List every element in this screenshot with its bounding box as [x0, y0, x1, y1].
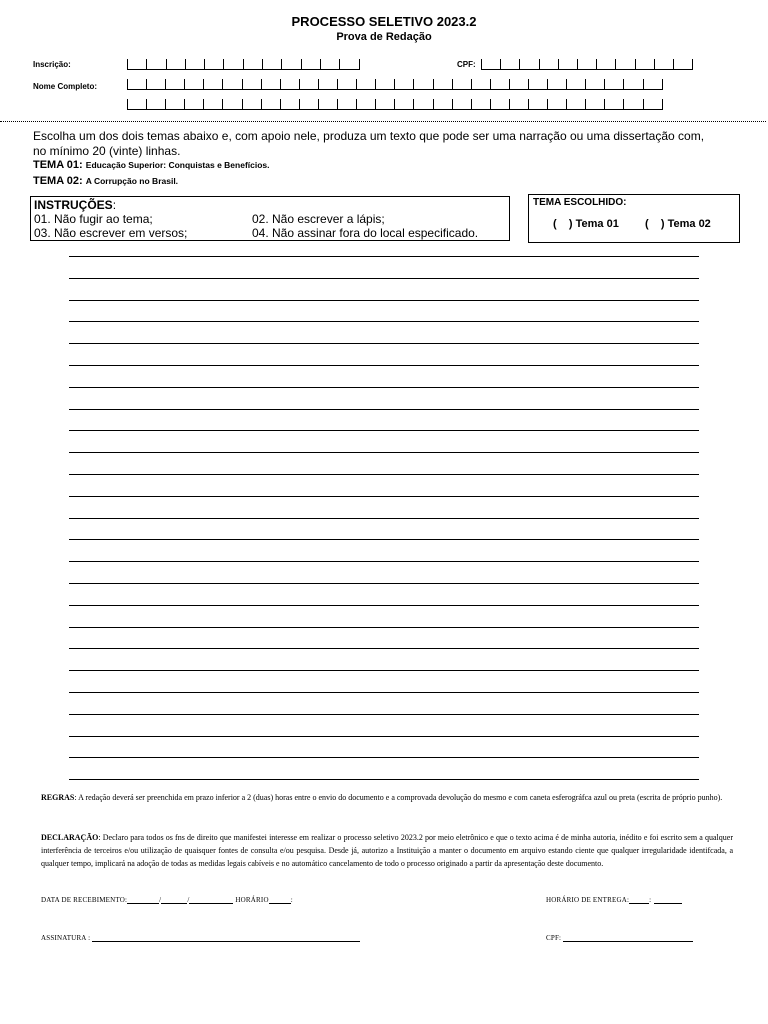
writing-line[interactable] [69, 670, 699, 671]
regras-label: REGRAS [41, 793, 75, 802]
tema-02-option: Tema 02 [667, 218, 711, 230]
char-box[interactable] [282, 59, 301, 70]
char-box[interactable] [262, 79, 281, 90]
char-box[interactable] [357, 99, 376, 110]
writing-line[interactable] [69, 496, 699, 497]
cpf-footer [546, 933, 693, 942]
cpf-label: CPF: [457, 60, 476, 69]
char-box[interactable] [186, 59, 205, 70]
char-box[interactable] [357, 79, 376, 90]
char-box[interactable] [674, 59, 693, 70]
char-box[interactable] [655, 59, 674, 70]
tema-02-checkbox[interactable]: ( ) [644, 218, 665, 230]
page-title: PROCESSO SELETIVO 2023.2 [291, 14, 477, 29]
char-box[interactable] [395, 79, 414, 90]
char-box[interactable] [548, 99, 567, 110]
char-box[interactable] [540, 59, 559, 70]
char-box[interactable] [434, 99, 453, 110]
char-box[interactable] [616, 59, 635, 70]
cpf-boxes[interactable] [481, 59, 693, 70]
writing-line[interactable] [69, 518, 699, 519]
char-box[interactable] [472, 99, 491, 110]
instrucoes-box: INSTRUÇÕES: 01. Não fugir ao tema; 02. Não escrever a lápis; 03. Não escrever em versos; 04. Não assinar fora do local especificado. [30, 196, 510, 241]
tema-01-option: Tema 01 [575, 218, 619, 230]
char-box[interactable] [491, 79, 510, 90]
char-box[interactable] [319, 99, 338, 110]
char-box[interactable] [185, 79, 204, 90]
char-box[interactable] [223, 99, 242, 110]
horario-entrega-min[interactable] [654, 895, 682, 904]
horario-entrega: HORÁRIO DE ENTREGA: : [546, 895, 682, 904]
char-box[interactable] [567, 99, 586, 110]
instrucao-item: 01. Não fugir ao tema; [34, 212, 153, 226]
char-box[interactable] [205, 59, 224, 70]
writing-line[interactable] [69, 300, 699, 301]
char-box[interactable] [128, 99, 147, 110]
char-box[interactable] [204, 79, 223, 90]
tema-01-text: Educação Superior: Conquistas e Benefícios. [85, 160, 270, 170]
char-box[interactable] [167, 59, 186, 70]
tema-escolhido-title: TEMA ESCOLHIDO: [533, 197, 627, 208]
writing-line[interactable] [69, 692, 699, 693]
instrucao-item: 04. Não assinar fora do local especificado. [252, 226, 479, 240]
char-box[interactable] [605, 79, 624, 90]
char-box[interactable] [338, 79, 357, 90]
instrucoes-title: INSTRUÇÕES [34, 198, 113, 212]
nome-boxes-row2[interactable] [127, 99, 663, 110]
char-box[interactable] [644, 79, 663, 90]
char-box[interactable] [414, 79, 433, 90]
tema-escolhido-box [528, 194, 740, 243]
char-box[interactable] [434, 79, 453, 90]
declaracao [41, 831, 733, 870]
tema-02-label: TEMA 02: [33, 175, 83, 187]
char-box[interactable] [376, 79, 395, 90]
char-box[interactable] [262, 99, 281, 110]
data-recebimento: DATA DE RECEBIMENTO: / / HORÁRIO : [41, 896, 293, 904]
writing-line[interactable] [69, 757, 699, 758]
char-box[interactable] [491, 99, 510, 110]
assinatura [41, 933, 360, 942]
tema-01 [33, 159, 270, 171]
char-box[interactable] [166, 79, 185, 90]
char-box[interactable] [319, 79, 338, 90]
char-box[interactable] [529, 79, 548, 90]
tema-01-checkbox[interactable]: ( ) [553, 218, 573, 230]
char-box[interactable] [529, 99, 548, 110]
char-box[interactable] [395, 99, 414, 110]
char-box[interactable] [624, 79, 643, 90]
char-box[interactable] [472, 79, 491, 90]
nome-boxes-row1[interactable] [127, 79, 663, 90]
char-box[interactable] [597, 59, 616, 70]
writing-line[interactable] [69, 343, 699, 344]
writing-line[interactable] [69, 583, 699, 584]
char-box[interactable] [302, 59, 321, 70]
char-box[interactable] [414, 99, 433, 110]
horario-entrega-label: HORÁRIO DE ENTREGA: [546, 896, 630, 904]
char-box[interactable] [636, 59, 655, 70]
char-box[interactable] [376, 99, 395, 110]
intro-text: Escolha um dos dois temas abaixo e, com apoio nele, produza um texto que pode ser uma narração ou uma dissertação com, no mínimo 20 (vinte) linhas. [33, 129, 705, 158]
horario-entrega-hora[interactable] [629, 895, 649, 904]
ano-field[interactable] [189, 895, 233, 904]
data-recebimento-label: DATA DE RECEBIMENTO: [41, 896, 128, 904]
char-box[interactable] [128, 59, 147, 70]
declaracao-text: : Declaro para todos os fns de direito que manifestei interesse em realizar o processo seletivo 2023.2 por meio eletrônico e que o texto acima é de minha autoria, inédito e foi escrito sem a qualquer interferência de terceiros e/ou utilização de quaisquer fontes de consulta e/ou pesquisa. Desde já, autorizo a Instituição a manter o documento em arquivo estando ciente que qualquer irregularidade identifcada, a qualquer tempo, implicará na adoção de todas as medidas legais cabíveis e no automático cancelamento de todo o processo originado a partir da apresentação deste documento. [41, 833, 733, 868]
writing-line[interactable] [69, 605, 699, 606]
cpf-footer-field[interactable] [563, 933, 693, 942]
tema-02-text: A Corrupção no Brasil. [85, 176, 179, 186]
char-box[interactable] [453, 99, 472, 110]
char-box[interactable] [243, 79, 262, 90]
dia-field[interactable] [127, 895, 159, 904]
char-box[interactable] [281, 99, 300, 110]
char-box[interactable] [644, 99, 663, 110]
page-subtitle: Prova de Redação [336, 31, 432, 43]
char-box[interactable] [520, 59, 539, 70]
char-box[interactable] [185, 99, 204, 110]
nome-label: Nome Completo: [33, 82, 97, 91]
writing-line[interactable] [69, 365, 699, 366]
writing-line[interactable] [69, 539, 699, 540]
char-box[interactable] [548, 79, 567, 90]
declaracao-label: DECLARAÇÃO [41, 833, 99, 842]
char-box[interactable] [567, 79, 586, 90]
char-box[interactable] [300, 99, 319, 110]
char-box[interactable] [578, 59, 597, 70]
char-box[interactable] [223, 79, 242, 90]
instrucao-item: 03. Não escrever em versos; [34, 226, 188, 240]
char-box[interactable] [586, 99, 605, 110]
tema-01-label: TEMA 01: [33, 159, 83, 171]
char-box[interactable] [559, 59, 578, 70]
writing-line[interactable] [69, 474, 699, 475]
separator [0, 121, 766, 122]
char-box[interactable] [244, 59, 263, 70]
horario-label: HORÁRIO [235, 896, 269, 904]
inscricao-boxes[interactable] [127, 59, 360, 70]
char-box[interactable] [263, 59, 282, 70]
char-box[interactable] [147, 79, 166, 90]
char-box[interactable] [510, 99, 529, 110]
char-box[interactable] [300, 79, 319, 90]
char-box[interactable] [166, 99, 185, 110]
writing-line[interactable] [69, 561, 699, 562]
regras-text: : A redação deverá ser preenchida em prazo inferior a 2 (duas) horas entre o envio do documento e a comprovada devolução do mesmo e com caneta esferográfca azul ou preta (escrita de próprio punho). [74, 793, 723, 802]
char-box[interactable] [338, 99, 357, 110]
char-box[interactable] [321, 59, 340, 70]
char-box[interactable] [482, 59, 501, 70]
cpf-footer-label: CPF: [546, 934, 562, 942]
mes-field[interactable] [161, 895, 187, 904]
char-box[interactable] [281, 79, 300, 90]
char-box[interactable] [147, 99, 166, 110]
horario-field[interactable] [269, 895, 291, 904]
char-box[interactable] [586, 79, 605, 90]
char-box[interactable] [243, 99, 262, 110]
writing-line[interactable] [69, 452, 699, 453]
assinatura-field[interactable] [92, 933, 360, 942]
writing-line[interactable] [69, 256, 699, 257]
tema-02 [33, 175, 178, 187]
char-box[interactable] [510, 79, 529, 90]
assinatura-label: ASSINATURA : [41, 934, 91, 942]
char-box[interactable] [501, 59, 520, 70]
char-box[interactable] [340, 59, 359, 70]
writing-line[interactable] [69, 736, 699, 737]
char-box[interactable] [624, 99, 643, 110]
char-box[interactable] [605, 99, 624, 110]
char-box[interactable] [453, 79, 472, 90]
instrucao-item: 02. Não escrever a lápis; [252, 212, 385, 226]
writing-line[interactable] [69, 648, 699, 649]
writing-line[interactable] [69, 321, 699, 322]
regras [41, 791, 733, 804]
writing-line[interactable] [69, 714, 699, 715]
char-box[interactable] [224, 59, 243, 70]
writing-line[interactable] [69, 430, 699, 431]
char-box[interactable] [128, 79, 147, 90]
writing-line[interactable] [69, 387, 699, 388]
writing-line[interactable] [69, 409, 699, 410]
char-box[interactable] [147, 59, 166, 70]
writing-line[interactable] [69, 278, 699, 279]
writing-line[interactable] [69, 779, 699, 780]
char-box[interactable] [204, 99, 223, 110]
inscricao-label: Inscrição: [33, 60, 71, 69]
writing-line[interactable] [69, 627, 699, 628]
